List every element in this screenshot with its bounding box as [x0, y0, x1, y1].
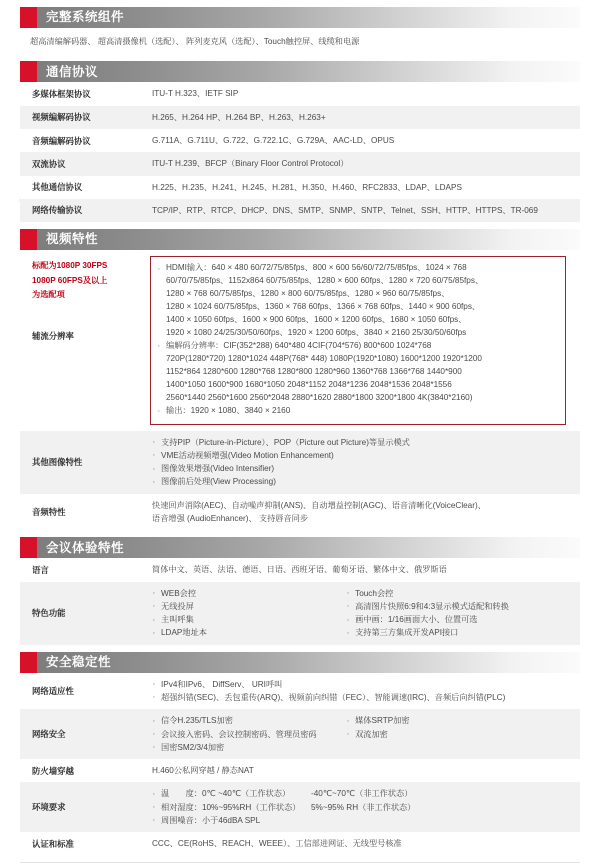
table-row	[20, 431, 580, 494]
spec-table	[20, 673, 580, 856]
section-title: 完整系统组件	[46, 10, 125, 25]
row-label: 环境要求	[32, 802, 66, 813]
environment-line	[161, 801, 572, 814]
two-column-features	[150, 714, 572, 754]
section-accent-mark	[20, 652, 37, 673]
bullet-item: · WEB会控	[150, 587, 344, 600]
bullet-text: · 支持PIP（Picture-in-Picture）、POP（Picture out Picture)等显示模式	[161, 437, 410, 447]
bullet-continuation: 1280 × 768 60/75/85fps、1280 × 800 60/75/85fps、1280 × 960 60/75/85fps、	[166, 289, 450, 299]
bullet-continuation: 1280 × 1024 60/75/85fps、1360 × 768 60fps、1366 × 768 60fps、1440 × 900 60fps、	[166, 302, 481, 312]
feature-column-left	[150, 714, 344, 754]
bullet-text: · IPv4和IPv6、 DiffServ、 URI呼叫	[161, 679, 283, 689]
row-value	[150, 494, 580, 531]
table-row	[20, 176, 580, 199]
spec-table	[20, 82, 580, 222]
bullet-text: · VME活动视频增强(Video Motion Enhancement)	[161, 450, 334, 460]
table-row	[20, 199, 580, 222]
bullet-continuation: 720P(1280*720) 1280*1024 448P(768* 448) 1080P(1920*1080) 1600*1200 1920*1200	[166, 353, 482, 363]
table-row	[20, 558, 580, 581]
table-row	[20, 709, 580, 759]
bullet-item: · 会议接入密码、会议控制密码、管理员密码	[150, 728, 344, 741]
row-label-highlight	[32, 259, 150, 302]
bullet-text: · 图像前后处理(View Processing)	[161, 477, 276, 487]
row-label-highlight-line: 1080P 60FPS及以上	[32, 275, 108, 285]
bullet-item	[155, 340, 559, 405]
row-value	[150, 709, 580, 759]
feature-column-right	[344, 714, 572, 754]
environment-line	[161, 787, 572, 800]
row-label: 语言	[32, 564, 49, 575]
table-row	[20, 152, 580, 175]
section-header-bar	[37, 229, 580, 250]
environment-non-operating	[311, 814, 572, 827]
row-label: 音频特性	[32, 506, 66, 517]
section-accent-mark	[20, 61, 37, 82]
feature-list-right	[344, 714, 572, 741]
environment-item	[150, 814, 572, 827]
row-value	[150, 782, 580, 832]
section-header	[20, 537, 580, 558]
bullet-continuation: 60/70/75/85fps、1152x864 60/75/85fps、1280 × 600 60fps、1280 × 720 60/75/85fps、	[166, 276, 484, 286]
highlighted-spec-box	[150, 256, 566, 424]
row-value-line: 快速回声消除(AEC)、自动噪声抑制(ANS)、自动增益控制(AGC)、语音清晰化(VoiceClear)、	[152, 500, 486, 510]
feature-list-left	[150, 714, 344, 754]
two-column-features	[150, 587, 572, 640]
environment-line	[161, 814, 572, 827]
row-value: H.265、H.264 HP、H.264 BP、H.263、H.263+	[152, 112, 326, 122]
row-label: 认证和标准	[32, 838, 74, 849]
row-label: 网络安全	[32, 729, 66, 740]
bullet-item	[150, 475, 572, 488]
section-header-bar	[37, 652, 580, 673]
bullet-item	[150, 449, 572, 462]
spec-content	[20, 7, 580, 863]
environment-item	[150, 787, 572, 800]
row-label: 双流协议	[32, 158, 66, 169]
bullet-item: · 无线投屏	[150, 600, 344, 613]
spec-table	[20, 558, 580, 644]
row-value-line: 语音增强 (AudioEnhancer)、 支持唇音同步	[152, 514, 309, 524]
row-value: CCC、CE(RoHS、REACH、WEEE）、工信部进网证、无线型号核准	[152, 839, 402, 849]
row-bullet-list	[150, 678, 572, 705]
section-header-bar	[37, 537, 580, 558]
section-title: 会议体验特性	[46, 540, 125, 555]
bullet-continuation: 1400 × 1050 60fps、1600 × 900 60fps、1600 × 1200 60fps、1680 × 1050 60fps、	[166, 314, 467, 324]
bullet-item: · 画中画：1/16画面大小、位置可选	[344, 613, 572, 626]
bullet-text: · 输出：1920 × 1080、3840 × 2160	[166, 405, 291, 415]
row-value: ITU-T H.323、IETF SIP	[152, 89, 239, 99]
section-header-bar	[37, 61, 580, 82]
row-label: 其他通信协议	[32, 182, 83, 193]
row-label-highlight-line: 为选配项	[32, 289, 65, 299]
table-row	[20, 129, 580, 152]
row-value	[150, 582, 580, 645]
table-row	[20, 582, 580, 645]
bullet-text: · 图像效果增强(Video Intensifier)	[161, 464, 275, 474]
table-row	[20, 250, 580, 430]
section-title: 通信协议	[46, 64, 99, 79]
table-row	[20, 673, 580, 710]
section-accent-mark	[20, 7, 37, 28]
row-label-text: 辅流分辨率	[32, 331, 74, 342]
bullet-continuation: 1400*1050 1600*900 1680*1050 2048*1152 2048*1236 2048*1536 2048*1556	[166, 379, 452, 389]
row-label	[20, 250, 150, 430]
row-value: 简体中文、英语、法语、德语、日语、西班牙语、葡萄牙语、繁体中文、俄罗斯语	[152, 565, 447, 575]
environment-item	[150, 801, 572, 814]
row-value: H.460公私网穿越 / 静态NAT	[152, 766, 254, 776]
row-bullet-list	[150, 436, 572, 489]
bullet-continuation: 2560*1440 2560*1600 2560*2048 2880*1620 2880*1800 3200*1800 4K(3840*2160)	[166, 392, 473, 402]
row-bullet-list	[155, 262, 559, 417]
bullet-item: · Touch会控	[344, 587, 572, 600]
table-row	[20, 82, 580, 105]
section-header-bar	[37, 7, 580, 28]
row-label: 视频编解码协议	[32, 112, 91, 123]
environment-non-operating: 5%~95% RH（非工作状态）	[311, 802, 416, 812]
bullet-text: · 编解码分辨率：CIF(352*288) 640*480 4CIF(704*576) 800*600 1024*768	[166, 340, 432, 350]
row-value	[150, 431, 580, 494]
row-label: 特色功能	[32, 608, 66, 619]
bullet-item: · 支持第三方集成开发API接口	[344, 626, 572, 639]
row-label: 多媒体框架协议	[32, 89, 91, 100]
section-accent-mark	[20, 537, 37, 558]
table-row	[20, 782, 580, 832]
section-accent-mark	[20, 229, 37, 250]
section-header	[20, 652, 580, 673]
environment-operating: · 温 度：0℃ ~40℃（工作状态）	[161, 789, 291, 799]
row-label: 其他图像特性	[32, 457, 83, 468]
bullet-item	[155, 262, 559, 340]
row-value	[150, 250, 580, 430]
bullet-continuation: 1920 × 1080 24/25/30/50/60fps、1920 × 1200 60fps、3840 × 2160 25/30/50/60fps	[166, 327, 467, 337]
bullet-item: · 媒体SRTP加密	[344, 714, 572, 727]
row-label: 防火墙穿越	[32, 765, 74, 776]
environment-operating: · 相对湿度：10%~95%RH（工作状态）	[161, 802, 301, 812]
row-label: 音频编解码协议	[32, 135, 91, 146]
table-row	[20, 494, 580, 531]
environment-non-operating: -40℃~70℃（非工作状态）	[311, 789, 413, 799]
bullet-text: · 超强纠错(SEC)、丢包重传(ARQ)、视频前向纠错（FEC）、智能调速(IRC)、音频后向纠错(PLC)	[161, 692, 506, 702]
section-note: 超高清编解码器、 超高清摄像机（选配）、 阵列麦克风（选配）、Touch触控屏、线缆和电源	[30, 37, 360, 46]
row-value: TCP/IP、RTP、RTCP、DHCP、DNS、SMTP、SNMP、SNTP、Telnet、SSH、HTTP、HTTPS、TR-069	[152, 205, 538, 215]
table-row	[20, 106, 580, 129]
row-value: ITU-T H.239、BFCP（Binary Floor Control Protocol）	[152, 159, 349, 169]
section-title: 视频特性	[46, 232, 99, 247]
section-header	[20, 61, 580, 82]
table-row	[20, 832, 580, 855]
bottom-divider	[20, 862, 580, 863]
bullet-item	[150, 462, 572, 475]
bullet-item: · 信令H.235/TLS加密	[150, 714, 344, 727]
row-label-highlight-line: 标配为1080P 30FPS	[32, 261, 108, 271]
section-title: 安全稳定性	[46, 654, 112, 669]
row-value: G.711A、G.711U、G.722、G.722.1C、G.729A、AAC-LD、OPUS	[152, 136, 395, 146]
feature-column-right	[344, 587, 572, 640]
spec-table	[20, 250, 580, 530]
bullet-item: · 高清图片快照6:9和4:3显示模式适配和转换	[344, 600, 572, 613]
row-label: 网络适应性	[32, 685, 74, 696]
feature-column-left	[150, 587, 344, 640]
bullet-item: · 主叫呼集	[150, 613, 344, 626]
feature-list-left	[150, 587, 344, 640]
bullet-text: · HDMI输入：640 × 480 60/72/75/85fps、800 × 600 56/60/72/75/85fps、1024 × 768	[166, 263, 467, 273]
bullet-item: · 国密SM2/3/4加密	[150, 741, 344, 754]
bullet-item	[155, 405, 559, 418]
row-label: 网络传输协议	[32, 205, 83, 216]
bullet-item: · LDAP地址本	[150, 626, 344, 639]
row-value: H.225、H.235、H.241、H.245、H.281、H.350、H.460、RFC2833、LDAP、LDAPS	[152, 182, 462, 192]
bullet-item	[150, 691, 572, 704]
environment-list	[150, 787, 572, 827]
table-row	[20, 759, 580, 782]
feature-list-right	[344, 587, 572, 640]
bullet-continuation: 1152*864 1280*600 1280*768 1280*800 1280*960 1360*768 1366*768 1440*900	[166, 366, 462, 376]
bullet-item	[150, 678, 572, 691]
row-value	[150, 673, 580, 710]
environment-operating: · 周围噪音：小于46dBA SPL	[161, 815, 261, 825]
bullet-item: · 双流加密	[344, 728, 572, 741]
spec-sheet-page	[0, 7, 600, 849]
section-header	[20, 7, 580, 28]
section-header	[20, 229, 580, 250]
bullet-item	[150, 436, 572, 449]
